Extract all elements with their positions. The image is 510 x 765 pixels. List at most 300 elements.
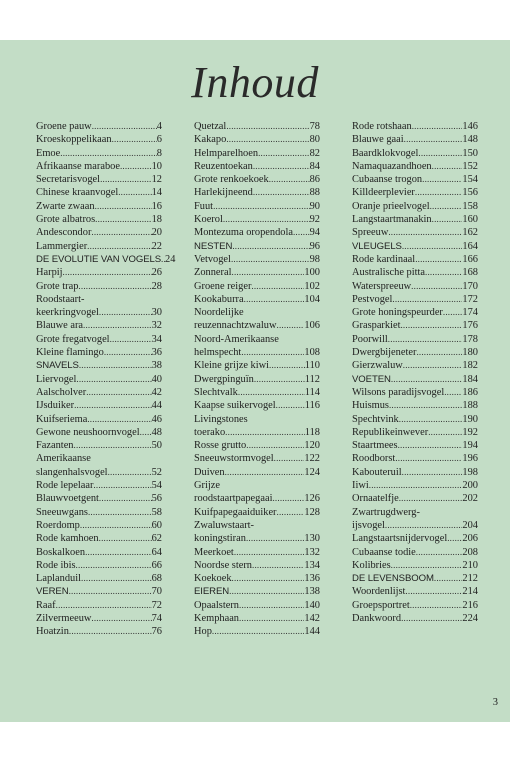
entry-title: Fuut xyxy=(194,200,214,212)
toc-entry xyxy=(352,439,478,452)
toc-entry xyxy=(194,120,320,133)
entry-page-number: 112 xyxy=(304,373,320,385)
entry-title: Duiven xyxy=(194,466,225,478)
toc-section-entry xyxy=(36,253,176,266)
dot-leader xyxy=(395,452,462,465)
entry-page-number: 196 xyxy=(462,453,478,465)
toc-entry xyxy=(352,466,478,479)
entry-title: Kookaburra xyxy=(194,293,244,305)
toc-entry xyxy=(352,120,478,133)
entry-title: Waterspreeuw xyxy=(352,280,412,292)
entry-page-number: 176 xyxy=(462,320,478,332)
entry-page-number: 108 xyxy=(304,347,320,359)
entry-title: Reuzentoekan xyxy=(194,160,253,172)
entry-title: Ornaatelfje xyxy=(352,493,399,505)
entry-title: Gierzwaluw xyxy=(352,360,403,372)
dot-leader xyxy=(60,147,157,160)
entry-page-number: 42 xyxy=(151,386,162,398)
toc-entry xyxy=(194,293,320,306)
entry-page-number: 102 xyxy=(304,280,320,292)
toc-entry xyxy=(36,559,162,572)
entry-page-number: 86 xyxy=(309,174,320,186)
entry-title: Australische pitta xyxy=(352,267,426,279)
entry-page-number: 66 xyxy=(151,559,162,571)
entry-title: Spechtvink xyxy=(352,413,399,425)
entry-title: Emoe xyxy=(36,147,61,159)
toc-entry xyxy=(36,506,162,519)
dot-leader xyxy=(239,612,304,625)
toc-entry xyxy=(194,346,320,359)
toc-entry xyxy=(36,240,162,253)
entry-title: Rode ibis xyxy=(36,559,76,571)
dot-leader xyxy=(226,120,309,133)
entry-title: Montezuma oropendola xyxy=(194,227,293,239)
entry-title: Koerol xyxy=(194,214,223,226)
entry-page-number: 92 xyxy=(309,214,320,226)
entry-page-number: 4 xyxy=(156,121,162,132)
dot-leader xyxy=(447,532,462,545)
toc-entry xyxy=(352,266,478,279)
dot-leader xyxy=(87,413,151,426)
dot-leader xyxy=(412,120,463,133)
entry-title: Chinese kraanvogel xyxy=(36,187,119,199)
dot-leader xyxy=(415,186,463,199)
entry-page-number: 114 xyxy=(304,386,320,398)
entry-page-number: 28 xyxy=(151,280,162,292)
entry-page-number: 214 xyxy=(462,586,478,598)
dot-leader xyxy=(99,532,152,545)
toc-entry xyxy=(352,200,478,213)
toc-column-1 xyxy=(36,120,176,639)
toc-entry xyxy=(194,599,320,612)
entry-page-number: 64 xyxy=(151,546,162,558)
entry-page-number: 178 xyxy=(462,333,478,345)
dot-leader xyxy=(74,439,152,452)
entry-title: VEREN xyxy=(36,586,69,598)
entry-title: IJsduiker xyxy=(36,400,75,412)
dot-leader xyxy=(225,426,305,439)
entry-page-number: 204 xyxy=(462,519,478,531)
dot-leader xyxy=(79,359,152,372)
entry-title: reuzennachtzwaluw xyxy=(194,320,277,332)
entry-page-number: 124 xyxy=(304,466,320,478)
toc-entry xyxy=(352,280,478,293)
dot-leader xyxy=(254,373,305,386)
toc-entry xyxy=(36,319,162,332)
toc-entry xyxy=(36,346,162,359)
dot-leader xyxy=(415,253,462,266)
entry-title: Spreeuw xyxy=(352,227,389,239)
entry-page-number: 38 xyxy=(151,360,162,372)
entry-title: Groepsportret xyxy=(352,599,410,611)
dot-leader xyxy=(226,133,309,146)
dot-leader xyxy=(140,426,152,439)
entry-title: Hoatzin xyxy=(36,626,69,638)
entry-page-number: 34 xyxy=(151,333,162,345)
toc-entry xyxy=(36,546,162,559)
dot-leader xyxy=(110,333,152,346)
entry-title: Kolibries xyxy=(352,559,391,571)
toc-entry xyxy=(194,546,320,559)
entry-title: Blauwvoetgent xyxy=(36,493,99,505)
dot-leader xyxy=(83,319,152,332)
toc-entry xyxy=(194,492,320,505)
toc-entry xyxy=(194,359,320,372)
entry-title: Rode kamhoen xyxy=(36,533,99,545)
dot-leader xyxy=(69,585,152,598)
toc-entry xyxy=(36,625,162,638)
dot-leader xyxy=(91,612,151,625)
dot-leader xyxy=(276,399,305,412)
toc-entry xyxy=(352,506,478,519)
dot-leader xyxy=(416,346,462,359)
toc-entry xyxy=(36,466,162,479)
toc-entry xyxy=(36,492,162,505)
dot-leader xyxy=(104,346,152,359)
entry-title: Raaf xyxy=(36,599,56,611)
dot-leader xyxy=(277,506,305,519)
toc-entry xyxy=(352,213,478,226)
toc-entry xyxy=(36,186,162,199)
toc-entry xyxy=(36,479,162,492)
entry-page-number: 142 xyxy=(304,612,320,624)
entry-page-number: 202 xyxy=(462,493,478,505)
entry-title: Blauwe gaai xyxy=(352,134,404,146)
entry-title: Aalscholver xyxy=(36,386,87,398)
dot-leader xyxy=(244,293,305,306)
entry-page-number: 24 xyxy=(165,253,176,265)
toc-entry xyxy=(352,452,478,465)
toc-entry xyxy=(36,266,162,279)
toc-entry xyxy=(194,572,320,585)
entry-page-number: 206 xyxy=(462,533,478,545)
entry-title: Oranje prieelvogel xyxy=(352,200,430,212)
page-number: 3 xyxy=(492,697,498,708)
entry-page-number: 54 xyxy=(151,480,162,492)
entry-title: Grote albatros xyxy=(36,214,96,226)
toc-entry xyxy=(352,173,478,186)
dot-leader xyxy=(241,346,304,359)
entry-title: Kemphaan xyxy=(194,612,240,624)
entry-title: Grasparkiet xyxy=(352,320,401,332)
entry-page-number: 118 xyxy=(304,426,320,438)
dot-leader xyxy=(430,200,463,213)
dot-leader xyxy=(403,359,463,372)
entry-title: Zwartrugdwerg- xyxy=(352,506,420,518)
entry-title: Cubaanse todie xyxy=(352,546,416,558)
toc-entry xyxy=(352,413,478,426)
toc-entry xyxy=(36,226,162,239)
entry-title: Grote fregatvogel xyxy=(36,333,110,345)
toc-entry xyxy=(36,373,162,386)
dot-leader xyxy=(112,133,157,146)
toc-entry xyxy=(352,333,478,346)
toc-entry xyxy=(194,479,320,492)
toc-section-entry xyxy=(352,373,478,386)
dot-leader xyxy=(389,399,462,412)
toc-entry xyxy=(352,585,478,598)
toc-entry xyxy=(194,386,320,399)
toc-entry xyxy=(36,306,162,319)
entry-page-number: 210 xyxy=(462,559,478,571)
entry-title: Sneeuwstormvogel xyxy=(194,453,274,465)
entry-page-number: 14 xyxy=(151,187,162,199)
entry-page-number: 212 xyxy=(462,573,478,585)
entry-title: Poorwill xyxy=(352,333,388,345)
dot-leader xyxy=(253,160,310,173)
entry-title: Noordelijke xyxy=(194,307,244,319)
entry-title: Grote honingspeurder xyxy=(352,307,443,319)
dot-leader xyxy=(401,612,462,625)
toc-entry xyxy=(194,399,320,412)
dot-leader xyxy=(213,200,310,213)
dot-leader xyxy=(269,359,305,372)
dot-leader xyxy=(231,253,310,266)
toc-entry xyxy=(36,599,162,612)
dot-leader xyxy=(95,213,151,226)
toc-entry xyxy=(194,439,320,452)
entry-page-number: 188 xyxy=(462,400,478,412)
dot-leader xyxy=(63,266,152,279)
toc-entry xyxy=(194,200,320,213)
entry-page-number: 110 xyxy=(304,360,320,372)
dot-leader xyxy=(422,173,462,186)
toc-entry xyxy=(352,559,478,572)
entry-page-number: 6 xyxy=(156,134,162,146)
entry-page-number: 48 xyxy=(151,426,162,438)
entry-title: Kleine grijze kiwi xyxy=(194,360,270,372)
toc-section-entry xyxy=(352,572,478,585)
entry-page-number: 22 xyxy=(151,240,162,252)
entry-page-number: 208 xyxy=(462,546,478,558)
toc-entry xyxy=(194,253,320,266)
entry-title: Amerikaanse xyxy=(36,453,91,465)
entry-page-number: 40 xyxy=(151,373,162,385)
entry-title: Langstaartsnijdervogel xyxy=(352,533,448,545)
entry-title: Grijze xyxy=(194,480,220,492)
entry-page-number: 144 xyxy=(304,626,320,638)
entry-page-number: 96 xyxy=(309,240,320,252)
entry-page-number: 148 xyxy=(462,134,478,146)
entry-title: slangenhalsvogel xyxy=(36,466,108,478)
entry-title: SNAVELS xyxy=(36,360,79,372)
toc-entry xyxy=(36,200,162,213)
toc-entry xyxy=(352,319,478,332)
toc-entry xyxy=(36,612,162,625)
toc-section-entry xyxy=(194,240,320,253)
dot-leader xyxy=(400,319,462,332)
entry-page-number: 170 xyxy=(462,280,478,292)
dot-leader xyxy=(74,399,152,412)
entry-page-number: 182 xyxy=(462,360,478,372)
entry-title: Republikeinwever xyxy=(352,426,429,438)
entry-page-number: 104 xyxy=(304,293,320,305)
entry-title: Zwaluwstaart- xyxy=(194,519,255,531)
entry-title: Blauwe ara xyxy=(36,320,84,332)
entry-page-number: 136 xyxy=(304,573,320,585)
dot-leader xyxy=(92,120,157,133)
entry-page-number: 166 xyxy=(462,253,478,265)
dot-leader xyxy=(432,160,463,173)
entry-page-number: 52 xyxy=(151,466,162,478)
dot-leader xyxy=(229,585,304,598)
entry-title: Meerkoet xyxy=(194,546,234,558)
dot-leader xyxy=(253,186,310,199)
dot-leader xyxy=(402,466,463,479)
toc-entry xyxy=(352,186,478,199)
entry-title: Roerdomp xyxy=(36,519,80,531)
toc-entry xyxy=(352,160,478,173)
entry-title: Kaapse suikervogel xyxy=(194,400,276,412)
entry-page-number: 88 xyxy=(309,187,320,199)
entry-page-number: 190 xyxy=(462,413,478,425)
entry-page-number: 174 xyxy=(462,307,478,319)
entry-page-number: 56 xyxy=(151,493,162,505)
entry-title: Opaalstern xyxy=(194,599,240,611)
entry-page-number: 36 xyxy=(151,347,162,359)
entry-title: Grote renkoekoek xyxy=(194,174,269,186)
entry-title: DE EVOLUTIE VAN VOGELS xyxy=(36,253,162,265)
toc-entry xyxy=(352,147,478,160)
toc-entry xyxy=(36,413,162,426)
dot-leader xyxy=(444,386,462,399)
entry-title: Dwergpinguïn xyxy=(194,373,254,385)
dot-leader xyxy=(99,492,152,505)
entry-page-number: 90 xyxy=(309,200,320,212)
dot-leader xyxy=(232,240,309,253)
dot-leader xyxy=(391,559,463,572)
toc-entry xyxy=(36,280,162,293)
entry-title: Dwergbijeneter xyxy=(352,347,417,359)
entry-title: Afrikaanse maraboe xyxy=(36,160,120,172)
toc-entry xyxy=(194,160,320,173)
toc-entry xyxy=(194,333,320,346)
toc-entry xyxy=(352,306,478,319)
entry-page-number: 10 xyxy=(151,160,162,172)
entry-page-number: 184 xyxy=(462,373,478,385)
entry-page-number: 20 xyxy=(151,227,162,239)
page-title: Inhoud xyxy=(191,58,319,107)
toc-entry xyxy=(36,213,162,226)
toc-section-entry xyxy=(36,359,162,372)
toc-entry xyxy=(36,333,162,346)
dot-leader xyxy=(95,200,152,213)
toc-entry xyxy=(36,519,162,532)
toc-entry xyxy=(352,386,478,399)
toc-entry xyxy=(36,386,162,399)
entry-page-number: 50 xyxy=(151,440,162,452)
toc-entry xyxy=(194,612,320,625)
entry-page-number: 30 xyxy=(151,307,162,319)
dot-leader xyxy=(232,572,305,585)
dot-leader xyxy=(418,147,462,160)
toc-entry xyxy=(352,479,478,492)
entry-title: Namaquazandhoen xyxy=(352,160,432,172)
toc-column-3 xyxy=(352,120,478,625)
toc-entry xyxy=(352,546,478,559)
entry-title: Kabouteruil xyxy=(352,466,402,478)
toc-section-entry xyxy=(36,585,162,598)
dot-leader xyxy=(86,386,151,399)
entry-page-number: 180 xyxy=(462,347,478,359)
toc-entry xyxy=(352,226,478,239)
dot-leader xyxy=(212,625,305,638)
entry-page-number: 156 xyxy=(462,187,478,199)
entry-title: Huismus xyxy=(352,400,389,412)
dot-leader xyxy=(269,173,310,186)
entry-page-number: 172 xyxy=(462,293,478,305)
dot-leader xyxy=(405,585,462,598)
entry-title: Kleine flamingo xyxy=(36,347,104,359)
entry-title: Lammergier xyxy=(36,240,88,252)
entry-title: Kakapo xyxy=(194,134,227,146)
dot-leader xyxy=(239,599,304,612)
entry-page-number: 168 xyxy=(462,267,478,279)
toc-entry xyxy=(352,133,478,146)
dot-leader xyxy=(238,386,305,399)
dot-leader xyxy=(404,133,463,146)
entry-title: Grote trap xyxy=(36,280,79,292)
dot-leader xyxy=(434,572,463,585)
dot-leader xyxy=(88,506,152,519)
entry-page-number: 80 xyxy=(309,134,320,146)
toc-entry xyxy=(194,306,320,319)
entry-title: Rode lepelaar xyxy=(36,480,94,492)
dot-leader xyxy=(56,599,152,612)
toc-entry xyxy=(352,532,478,545)
dot-leader xyxy=(411,280,462,293)
entry-page-number: 128 xyxy=(304,506,320,518)
toc-entry xyxy=(194,625,320,638)
entry-page-number: 150 xyxy=(462,147,478,159)
entry-page-number: 130 xyxy=(304,533,320,545)
entry-title: Noordse stern xyxy=(194,559,253,571)
entry-title: Laplanduil xyxy=(36,573,82,585)
toc-entry xyxy=(194,532,320,545)
entry-page-number: 138 xyxy=(304,586,320,598)
entry-page-number: 82 xyxy=(309,147,320,159)
dot-leader xyxy=(425,266,462,279)
entry-title: Hop xyxy=(194,626,212,638)
entry-title: Pestvogel xyxy=(352,293,393,305)
toc-entry xyxy=(194,280,320,293)
dot-leader xyxy=(443,306,463,319)
toc-entry xyxy=(352,399,478,412)
dot-leader xyxy=(293,226,310,239)
toc-entry xyxy=(194,147,320,160)
entry-title: Livingstones xyxy=(194,413,248,425)
toc-entry xyxy=(36,572,162,585)
toc-entry xyxy=(36,160,162,173)
entry-title: Gewone neushoornvogel xyxy=(36,426,140,438)
entry-page-number: 200 xyxy=(462,480,478,492)
entry-title: VOETEN xyxy=(352,373,391,385)
toc-entry xyxy=(194,452,320,465)
entry-page-number: 162 xyxy=(462,227,478,239)
entry-title: Iiwi xyxy=(352,480,369,492)
entry-title: Slechtvalk xyxy=(194,386,238,398)
dot-leader xyxy=(258,147,310,160)
entry-page-number: 100 xyxy=(304,267,320,279)
entry-title: Zonneral xyxy=(194,267,232,279)
entry-page-number: 32 xyxy=(151,320,162,332)
dot-leader xyxy=(416,546,463,559)
entry-title: Rosse grutto xyxy=(194,440,247,452)
entry-page-number: 120 xyxy=(304,440,320,452)
toc-entry xyxy=(352,359,478,372)
dot-leader xyxy=(402,240,463,253)
dot-leader xyxy=(399,492,463,505)
